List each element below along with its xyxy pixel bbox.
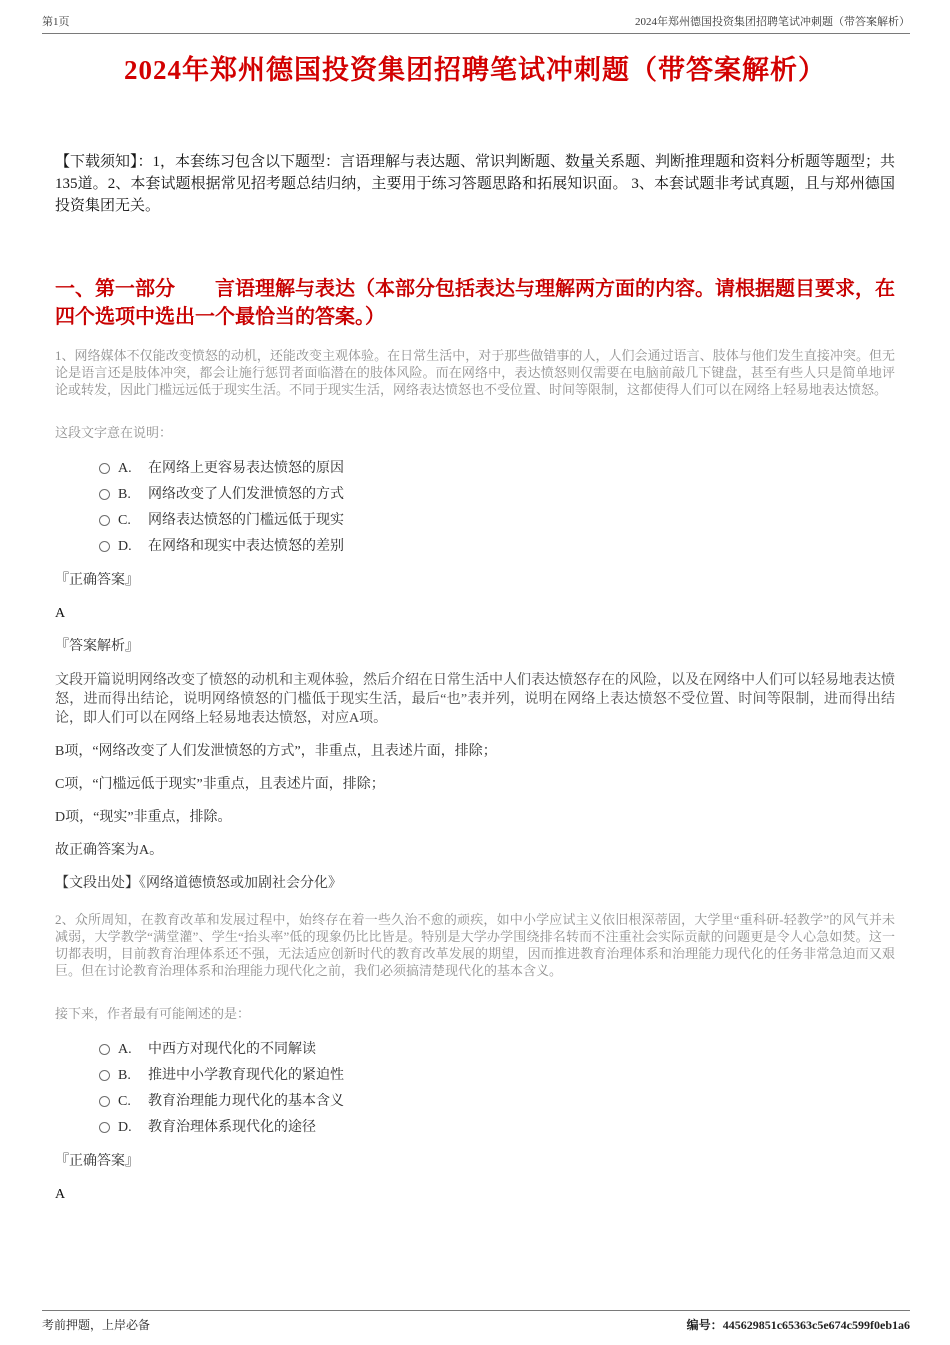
analysis-conclusion: 故正确答案为A。 [55,843,164,858]
radio-button[interactable] [99,1070,110,1081]
radio-button[interactable] [99,1122,110,1133]
question-stem: 1、网络媒体不仅能改变愤怒的动机，还能改变主观体验。在日常生活中，对于那些做错事的人，人们会通过语言、肢体与他们发生直接冲突。但无论是语言还是肢体冲突，都会让施行惩罚者面临潜在的肢体风险。而在网络中，表达愤怒则仅需要在电脑前敲几下键盘，甚至有些人只是简单地评论或转发，因此门槛远远低于现实生活。不同于现实生活，网络表达愤怒也不受位置、时间等限制，这都使得人们可以在网络上轻易地表达愤怒。 [55,348,895,397]
option-label: B. [118,487,131,502]
analysis-label: 『答案解析』 [55,639,139,654]
options-list [99,1040,895,1137]
correct-answer-label: 『正确答案』 [55,573,139,588]
correct-answer-label: 『正确答案』 [55,1154,139,1169]
radio-button[interactable] [99,1096,110,1107]
option-text: 中西方对现代化的不同解读 [148,1042,316,1057]
option-label: B. [118,1068,131,1083]
option-text: 网络表达愤怒的门槛远低于现实 [148,513,344,528]
download-notice: 【下载须知】：1，本套练习包含以下题型：言语理解与表达题、常识判断题、数量关系题、判断推理题和资料分析题等题型；共135道。2、本套试题根据常见招考题总结归纳，主要用于练习答题思路和拓展知识面。 3、本套试题非考试真题，且与郑州德国投资集团无关。 [55,154,896,214]
analysis-point-c: C项，“门槛远低于现实”非重点，且表述片面，排除； [55,777,385,792]
question-prompt: 这段文字意在说明： [55,425,173,440]
page-footer [42,1316,910,1333]
question-prompt: 接下来，作者最有可能阐述的是： [55,1006,251,1021]
option-text: 网络改变了人们发泄愤怒的方式 [148,487,344,502]
option-text: 推进中小学教育现代化的紧迫性 [148,1068,344,1083]
document-serial [687,1316,910,1333]
header-doc-title: 2024年郑州德国投资集团招聘笔试冲刺题（带答案解析） [635,16,910,28]
section-heading: 一、第一部分 言语理解与表达（本部分包括表达与理解两方面的内容。请根据题目要求，在四个选项中选出一个最恰当的答案。） [55,278,895,328]
serial-value: 445629851c65363c5e674c599f0eb1a6 [722,1318,910,1332]
document-title: 2024年郑州德国投资集团招聘笔试冲刺题（带答案解析） [124,55,826,85]
option-row-c [99,1092,895,1111]
option-text: 教育治理能力现代化的基本含义 [148,1094,344,1109]
option-row-a [99,1040,895,1059]
option-label: A. [118,461,132,476]
footer-divider [42,1310,910,1311]
option-row-a [99,459,895,478]
option-row-c [99,511,895,530]
option-label: D. [118,539,132,554]
option-label: A. [118,1042,132,1057]
footer-slogan: 考前押题，上岸必备 [42,1318,151,1332]
analysis-point-b: B项，“网络改变了人们发泄愤怒的方式”，非重点，且表述片面，排除； [55,744,497,759]
analysis-point-d: D项，“现实”非重点，排除。 [55,810,232,825]
option-label: D. [118,1120,132,1135]
question-stem: 2、众所周知，在教育改革和发展过程中，始终存在着一些久治不愈的顽疾，如中小学应试主义依旧根深蒂固，大学里“重科研-轻教学”的风气并未减弱，大学教学“满堂灌”、学生“抬头率”低的现象仍比比皆是。特别是大学办学围绕排名转而不注重社会实际贡献的问题更是令人心急如焚。这一切都表明，目前教育治理体系还不强，无法适应创新时代的教育改革发展的期望，因而推进教育治理体系和治理能力现代化的任务非常急迫而又艰巨。但在讨论教育治理体系和治理能力现代化之前，我们必须搞清楚现代化的基本含义。 [55,912,895,978]
radio-button[interactable] [99,541,110,552]
option-label: C. [118,513,131,528]
document-body [55,40,895,1218]
option-text: 在网络上更容易表达愤怒的原因 [148,461,344,476]
options-list [99,459,895,556]
radio-button[interactable] [99,463,110,474]
option-row-b [99,485,895,504]
question-1-block [55,347,895,893]
radio-button[interactable] [99,515,110,526]
analysis-paragraph: 文段开篇说明网络改变了愤怒的动机和主观体验，然后介绍在日常生活中人们表达愤怒存在的风险，以及在网络中人们可以轻易地表达愤怒，进而得出结论，说明网络愤怒的门槛低于现实生活，最后“也”表并列，说明在网络上表达愤怒不受位置、时间等限制，进而得出结论，即人们可以在网络上轻易地表达愤怒，对应A项。 [55,673,895,726]
option-text: 教育治理体系现代化的途径 [148,1120,316,1135]
radio-button[interactable] [99,1044,110,1055]
header-divider [42,33,910,34]
option-row-b [99,1066,895,1085]
page-number: 第1页 [42,16,70,28]
option-label: C. [118,1094,131,1109]
serial-label: 编号： [686,1318,723,1332]
correct-answer-value: A [55,1187,66,1202]
source-reference: 【文段出处】《网络道德愤怒或加剧社会分化》 [55,876,342,891]
option-text: 在网络和现实中表达愤怒的差别 [148,539,344,554]
radio-button[interactable] [99,489,110,500]
page-header [42,13,910,29]
option-row-d [99,537,895,556]
question-2-block [55,911,895,1204]
correct-answer-value: A [55,606,66,621]
option-row-d [99,1118,895,1137]
